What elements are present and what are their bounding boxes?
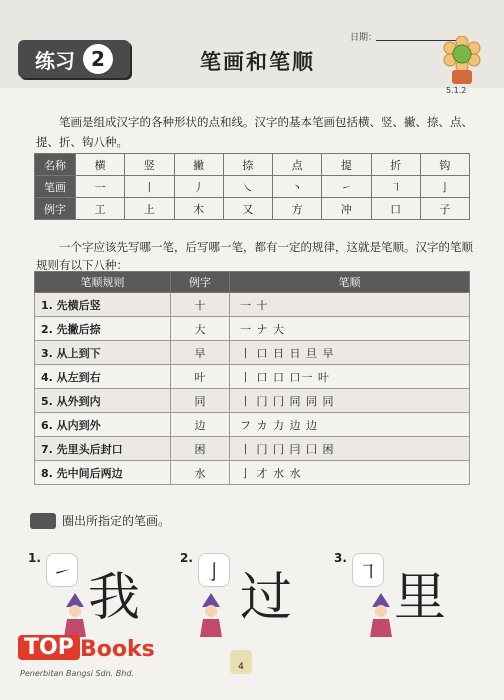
target-stroke: ㇀ [46, 553, 78, 587]
steps-cell: 丨 冂 冂 同 同 同 [230, 389, 470, 413]
example-cell: 叶 [171, 365, 230, 389]
example-cell: 早 [171, 341, 230, 365]
row-header: 名称 [35, 154, 76, 176]
steps-cell: 亅 才 水 水 [230, 461, 470, 485]
logo-subtitle: Penerbitan Bangsi Sdn. Bhd. [20, 669, 134, 678]
steps-cell: 一 ナ 大 [230, 317, 470, 341]
cell: 木 [174, 198, 223, 220]
lesson-word: 练习 [35, 48, 75, 73]
topbooks-logo [10, 633, 190, 689]
cell: 折 [371, 154, 420, 176]
rule-cell: 8. 先中间后两边 [35, 461, 171, 485]
cell: 又 [223, 198, 272, 220]
page-number: 4 [230, 650, 252, 674]
rule-cell: 4. 从左到右 [35, 365, 171, 389]
exercise-1 [28, 545, 178, 645]
header-steps: 笔顺 [230, 272, 470, 293]
table-row [35, 389, 470, 413]
cell: 点 [273, 154, 322, 176]
exercise-number: 2. [180, 551, 193, 565]
table-row [35, 341, 470, 365]
cell: 捺 [223, 154, 272, 176]
exercise-character[interactable]: 我 [88, 568, 141, 628]
exercise-2 [180, 545, 330, 645]
steps-cell: フ カ 力 边 边 [230, 413, 470, 437]
target-stroke: 亅 [198, 553, 230, 587]
row-header: 笔画 [35, 176, 76, 198]
strokes-row-strokes [35, 176, 470, 198]
task-instruction: 圈出所指定的笔画。 [62, 514, 171, 528]
cell: 竖 [125, 154, 174, 176]
steps-cell: 一 十 [230, 293, 470, 317]
cell: 亅 [420, 176, 469, 198]
example-cell: 十 [171, 293, 230, 317]
table-row [35, 461, 470, 485]
example-cell: 同 [171, 389, 230, 413]
row-header: 例字 [35, 198, 76, 220]
page-title: 笔画和笔顺 [200, 50, 315, 74]
cell: ㇏ [223, 176, 272, 198]
lesson-code: 5.1.2 [446, 86, 467, 95]
cell: 丨 [125, 176, 174, 198]
date-label: 日期： [350, 33, 378, 43]
rule-cell: 6. 从内到外 [35, 413, 171, 437]
cell: 冲 [322, 198, 371, 220]
logo-books: Books [80, 637, 155, 662]
order-header-row [35, 272, 470, 293]
witch-girl-icon [368, 593, 394, 643]
steps-cell: 丨 冂 冂 冃 囗 困 [230, 437, 470, 461]
cell: 撇 [174, 154, 223, 176]
header-example: 例字 [171, 272, 230, 293]
cell: 方 [273, 198, 322, 220]
cell: ㇕ [371, 176, 420, 198]
table-row [35, 437, 470, 461]
table-row [35, 293, 470, 317]
cell: 丶 [273, 176, 322, 198]
strokes-row-names [35, 154, 470, 176]
rule-cell: 7. 先里头后封口 [35, 437, 171, 461]
logo-top: TOP [18, 635, 80, 660]
exercise-number: 3. [334, 551, 347, 565]
cell: ㇀ [322, 176, 371, 198]
rules-intro-paragraph: 一个字应该先写哪一笔，后写哪一笔，都有一定的规律，这就是笔顺。汉字的笔顺规则有以下八种： [36, 240, 473, 272]
table-row [35, 413, 470, 437]
stroke-order-table [34, 271, 470, 485]
cell: 上 [125, 198, 174, 220]
strokes-table [34, 153, 470, 220]
cell: 子 [420, 198, 469, 220]
cell: 工 [76, 198, 125, 220]
exercise-character[interactable]: 过 [240, 568, 293, 628]
steps-cell: 丨 口 日 日 旦 早 [230, 341, 470, 365]
header-rule: 笔顺规则 [35, 272, 171, 293]
cell: 丿 [174, 176, 223, 198]
example-cell: 困 [171, 437, 230, 461]
exercise-3 [334, 545, 484, 645]
rule-cell: 2. 先撇后捺 [35, 317, 171, 341]
cell: 提 [322, 154, 371, 176]
lesson-number: 2 [83, 44, 113, 74]
example-cell: 水 [171, 461, 230, 485]
cell: 口 [371, 198, 420, 220]
strokes-row-examples [35, 198, 470, 220]
wheelbarrow-icon [30, 513, 56, 529]
table-row [35, 365, 470, 389]
example-cell: 大 [171, 317, 230, 341]
intro-paragraph: 笔画是组成汉字的各种形状的点和线。汉字的基本笔画包括横、竖、撇、捺、点、提、折、钩八种。 [36, 115, 473, 149]
table-row [35, 317, 470, 341]
cell: 横 [76, 154, 125, 176]
steps-cell: 丨 口 口 口一 叶 [230, 365, 470, 389]
rule-cell: 1. 先横后竖 [35, 293, 171, 317]
witch-girl-icon [198, 593, 224, 643]
cell: 钩 [420, 154, 469, 176]
rule-cell: 3. 从上到下 [35, 341, 171, 365]
target-stroke: ㇕ [352, 553, 384, 587]
rule-cell: 5. 从外到内 [35, 389, 171, 413]
flower-pot-icon [440, 36, 484, 86]
exercise-number: 1. [28, 551, 41, 565]
exercise-character[interactable]: 里 [394, 568, 447, 628]
cell: 一 [76, 176, 125, 198]
example-cell: 边 [171, 413, 230, 437]
lesson-tab [18, 40, 130, 78]
